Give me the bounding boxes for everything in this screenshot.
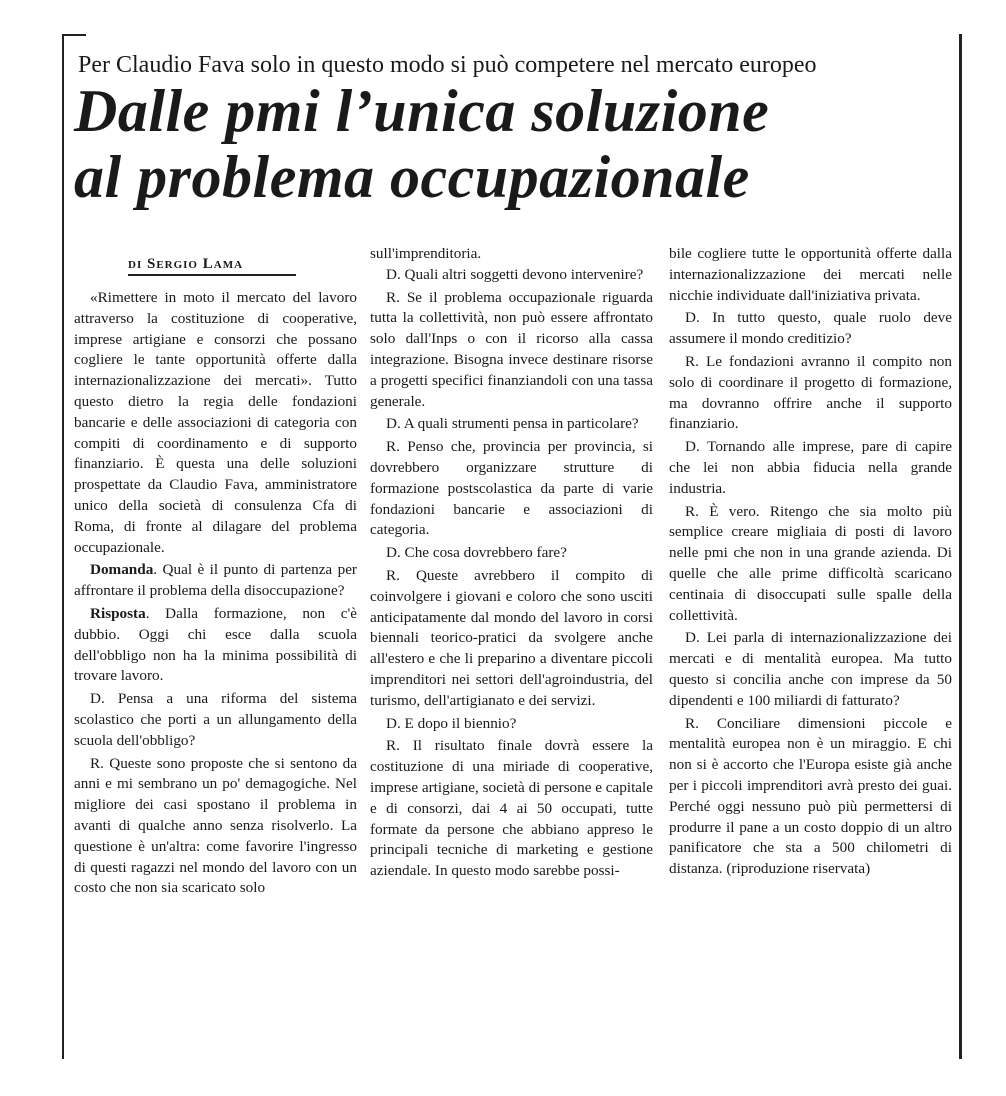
article-column-3 [669, 244, 952, 880]
paragraph: R. Queste avrebbero il compito di coinvolgere i giovani e coloro che sono usciti anticipatamente dal mondo del lavoro in corsi biennali teorico-pratici da svolgere anche all'estero e che li preparino a diventare piccoli imprenditori nei settori dell'agroindustria, del turismo, dell'artigianato e dei servizi. [370, 566, 653, 709]
paragraph: R. Le fondazioni avranno il compito non solo di coordinare il progetto di formazione, ma dovranno offrire anche il supporto finanziario. [669, 352, 952, 433]
paragraph: R. Il risultato finale dovrà essere la costituzione di una miriade di cooperative, imprese artigiane, società di persone e capitale e di consorzi, dai 4 ai 50 occupati, tutte formate da persone che abbiano appreso le principali tecniche di marketing e gestione aziendale. In questo modo sarebbe possi- [370, 737, 653, 880]
frame-top-rule [62, 34, 86, 36]
headline-line-1: Dalle pmi l’unica soluzione [74, 78, 770, 144]
frame-left-rule [62, 34, 64, 1059]
paragraph: D. Che cosa dovrebbero fare? [386, 544, 567, 562]
byline-underline [128, 274, 296, 276]
paragraph: R. Se il problema occupazionale riguarda tutta la collettività, non può essere affrontato solo dall'Inps o con il ricorso alla cassa integrazione. Bisogna invece destinare risorse a progetti specifici finanziandoli con una tassa generale. [370, 288, 653, 410]
paragraph: bile cogliere tutte le opportunità offerte dalla internazionalizzazione dei mercati nelle nicchie individuate dall'iniziativa privata. [669, 245, 952, 304]
answer-lead: Risposta [90, 604, 146, 622]
paragraph: D. Lei parla di internazionalizzazione dei mercati e di mentalità europea. Ma tutto questo si concilia anche con imprese da 50 dipendenti e 100 miliardi di fatturato? [669, 629, 952, 709]
article-column-2 [370, 244, 653, 882]
answer-text: . Dalla formazione, non c'è dubbio. Oggi chi esce dalla scuola dell'obbligo non ha la minima possibilità di trovare lavoro. [74, 604, 357, 685]
paragraph: D. Pensa a una riforma del sistema scolastico che porti a un allungamento della scuola dell'obbligo? [74, 690, 357, 749]
article-column-1 [74, 288, 357, 899]
paragraph: D. Tornando alle imprese, pare di capire che lei non abbia fiducia nella grande industria. [669, 438, 952, 497]
headline-line-2: al problema occupazionale [74, 144, 750, 210]
paragraph: R. È vero. Ritengo che sia molto più semplice creare migliaia di posti di lavoro nelle pmi che non in una grande azienda. Di quelle che alle prime difficoltà scaricano centinaia di disoccupati sulle spalle della collettività. [669, 502, 952, 624]
paragraph [74, 560, 357, 602]
paragraph: D. E dopo il biennio? [386, 714, 517, 732]
question-text: . Qual è il punto di partenza per affrontare il problema della disoccupazione? [74, 561, 357, 600]
paragraph: R. Queste sono proposte che si sentono da anni e mi sembrano un po' demagogiche. Nel migliore dei casi spostano il problema in avanti di qualche anno senza risolverlo. La questione è un'altra: come favorire l'ingresso di questi ragazzi nel mondo del lavoro con un costo che non sia scaricato solo [74, 754, 357, 897]
paragraph: sull'imprenditoria. [370, 245, 482, 262]
paragraph: R. Conciliare dimensioni piccole e mentalità europea non è un miraggio. E chi non si è accorto che l'Europa esiste già anche per i piccoli imprenditori avrà presto dei guai. Perché oggi nessuno può più permettersi di produrre il pane a un costo doppio di un altro panificatore che sta a 500 chilometri di distanza. (riproduzione riservata) [669, 714, 952, 878]
frame-right-rule [959, 34, 962, 1059]
paragraph: R. Penso che, provincia per provincia, si dovrebbero organizzare strutture di formazione postscolastica da parte di varie fondazioni bancarie e associazioni di categoria. [370, 438, 653, 539]
paragraph: D. In tutto questo, quale ruolo deve assumere il mondo creditizio? [669, 309, 952, 348]
paragraph: D. Quali altri soggetti devono intervenire? [386, 265, 644, 283]
question-lead: Domanda [90, 561, 154, 579]
article-kicker: Per Claudio Fava solo in questo modo si può competere nel mercato europeo [78, 52, 817, 78]
paragraph [74, 604, 357, 687]
article-byline: di Sergio Lama [128, 256, 244, 272]
paragraph: «Rimettere in moto il mercato del lavoro attraverso la costituzione di cooperative, imprese artigiane e consorzi che possano cogliere le tante opportunità offerte dalla internazionalizzazione dei mercati». Tutto questo dietro la regia delle fondazioni bancarie e delle associazioni di categoria con compiti di coordinamento e di supporto finanziario. È questa una delle soluzioni prospettate da Claudio Fava, amministratore unico della società di consulenza Cfa di Roma, di fronte al dilagare del problema occupazionale. [74, 289, 357, 556]
article-headline [74, 78, 954, 210]
paragraph: D. A quali strumenti pensa in particolare? [386, 415, 639, 433]
